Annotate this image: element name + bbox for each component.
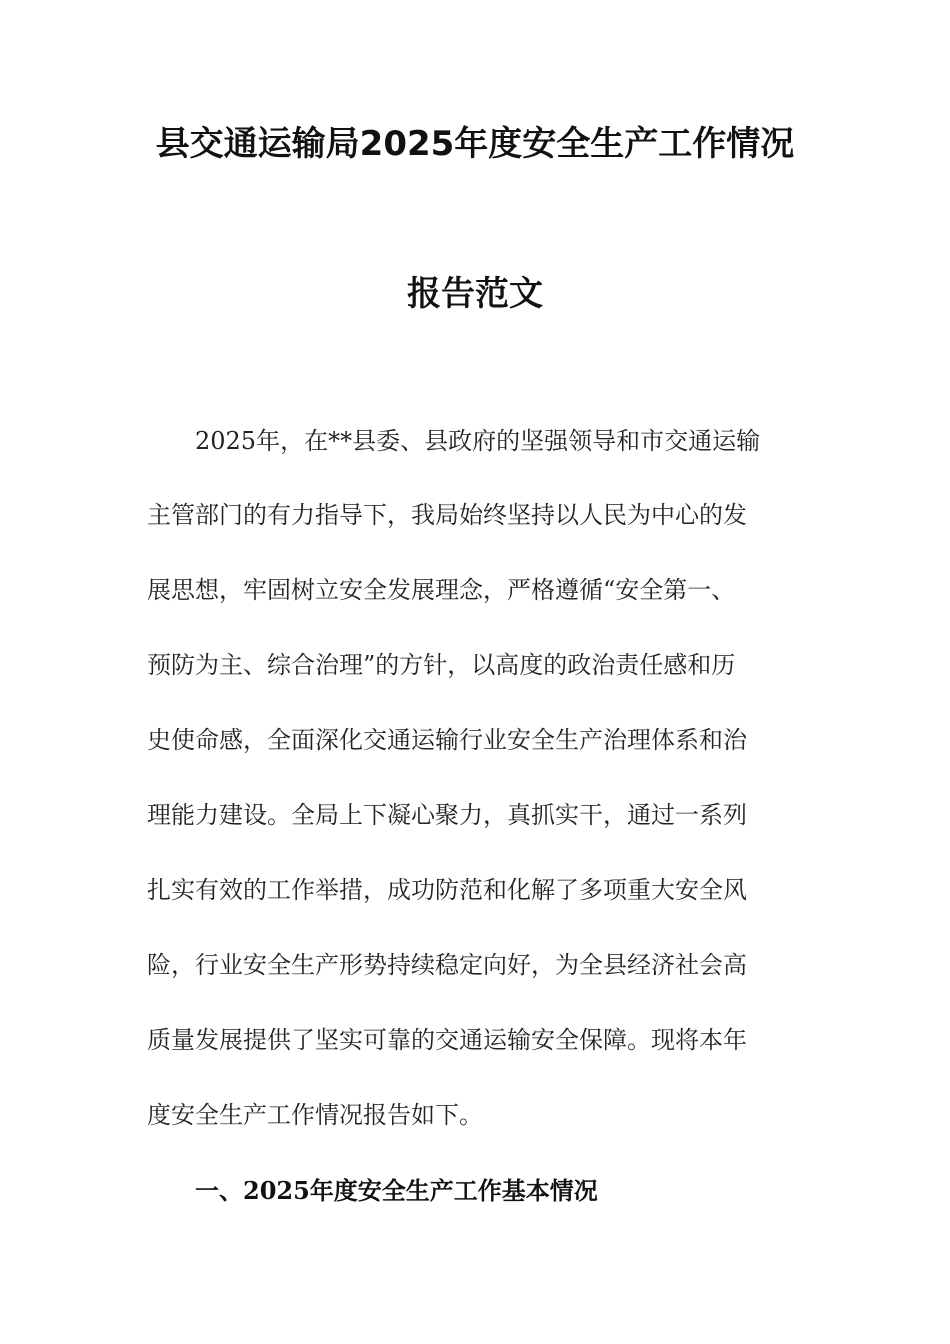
section-heading: 一、2025年度安全生产工作基本情况: [195, 1176, 598, 1205]
paragraph-line: 险，行业安全生产形势持续稳定向好，为全县经济社会高: [147, 951, 747, 979]
paragraph-line: 理能力建设。全局上下凝心聚力，真抓实干，通过一系列: [147, 801, 747, 829]
document-title-line-2: 报告范文: [407, 274, 543, 314]
paragraph-line: 展思想，牢固树立安全发展理念，严格遵循“安全第一、: [147, 576, 736, 604]
paragraph-line: 度安全生产工作情况报告如下。: [147, 1101, 483, 1129]
document-title-line-1: 县交通运输局2025年度安全生产工作情况: [155, 124, 795, 164]
paragraph-line: 扎实有效的工作举措，成功防范和化解了多项重大安全风: [147, 876, 747, 904]
paragraph-line: 质量发展提供了坚实可靠的交通运输安全保障。现将本年: [147, 1026, 747, 1054]
paragraph-line: 史使命感，全面深化交通运输行业安全生产治理体系和治: [147, 726, 747, 754]
paragraph-line: 2025年，在**县委、县政府的坚强领导和市交通运输: [195, 427, 761, 455]
paragraph-line: 预防为主、综合治理”的方针，以高度的政治责任感和历: [147, 651, 736, 679]
paragraph-line: 主管部门的有力指导下，我局始终坚持以人民为中心的发: [147, 501, 747, 529]
